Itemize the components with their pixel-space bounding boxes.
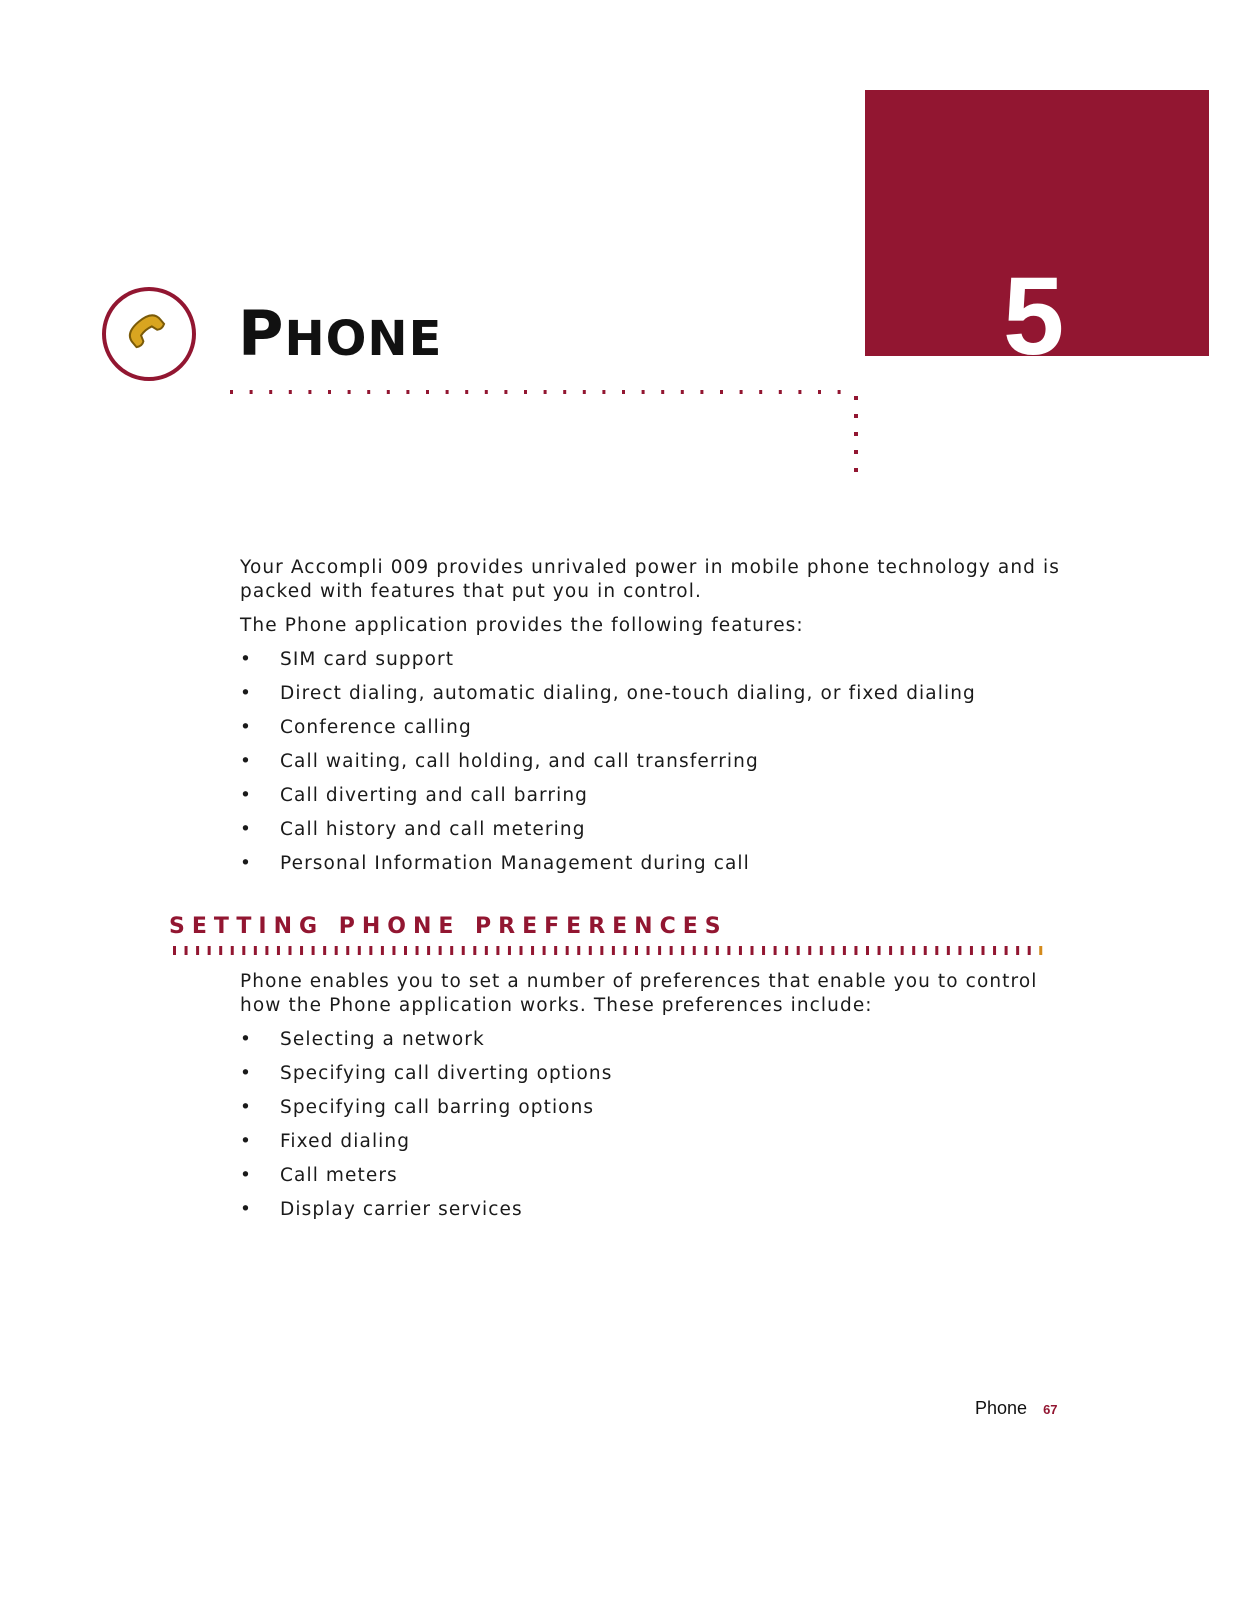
- bullet-mark: •: [240, 1063, 253, 1084]
- list-item-text: Call diverting and call barring: [280, 785, 589, 806]
- rule-tick: [485, 946, 488, 955]
- rule-tick: [820, 946, 823, 955]
- rule-tick: [277, 946, 280, 955]
- rule-dot: [720, 390, 723, 394]
- list-item: [240, 682, 1070, 716]
- bullet-mark: •: [240, 649, 253, 670]
- list-item: [240, 1164, 1070, 1198]
- bullet-mark: •: [240, 1199, 253, 1220]
- rule-dot: [524, 390, 527, 394]
- rule-dot: [367, 390, 370, 394]
- rule-tick: [739, 946, 742, 955]
- rule-tick: [623, 946, 626, 955]
- rule-dot: [250, 390, 253, 394]
- rule-dot: [328, 390, 331, 394]
- rule-tick: [704, 946, 707, 955]
- rule-tick: [254, 946, 257, 955]
- rule-dot: [426, 390, 429, 394]
- rule-tick: [716, 946, 719, 955]
- rule-tick: [762, 946, 765, 955]
- features-list: [240, 648, 1070, 886]
- rule-tick: [612, 946, 615, 955]
- list-item: [240, 716, 1070, 750]
- list-item-text: Call history and call metering: [280, 819, 586, 840]
- bullet-mark: •: [240, 751, 253, 772]
- section-heading: SETTING PHONE PREFERENCES: [169, 914, 728, 939]
- rule-dot: [348, 390, 351, 394]
- rule-tick: [751, 946, 754, 955]
- rule-dot: [854, 450, 858, 454]
- rule-dot: [740, 390, 743, 394]
- bullet-mark: •: [240, 1097, 253, 1118]
- rule-tick: [335, 946, 338, 955]
- bullet-mark: •: [240, 1165, 253, 1186]
- rule-tick: [935, 946, 938, 955]
- list-item: [240, 852, 1070, 886]
- rule-dot: [504, 390, 507, 394]
- bullet-mark: •: [240, 853, 253, 874]
- rule-tick: [312, 946, 315, 955]
- rule-tick: [808, 946, 811, 955]
- list-item-text: Direct dialing, automatic dialing, one-touch dialing, or fixed dialing: [280, 683, 976, 704]
- rule-tick: [358, 946, 361, 955]
- rule-tick: [912, 946, 915, 955]
- bullet-mark: •: [240, 785, 253, 806]
- rule-tick: [439, 946, 442, 955]
- phone-handset-icon: [101, 286, 201, 386]
- list-item: [240, 818, 1070, 852]
- rule-tick: [554, 946, 557, 955]
- rule-tick: [693, 946, 696, 955]
- rule-tick: [589, 946, 592, 955]
- rule-tick: [427, 946, 430, 955]
- rule-dot: [406, 390, 409, 394]
- list-item-text: Specifying call barring options: [280, 1097, 595, 1118]
- rule-dot: [485, 390, 488, 394]
- rule-dot: [269, 390, 272, 394]
- rule-tick: [300, 946, 303, 955]
- rule-dot: [563, 390, 566, 394]
- list-item-text: Call waiting, call holding, and call transferring: [280, 751, 759, 772]
- rule-tick: [566, 946, 569, 955]
- rule-tick: [404, 946, 407, 955]
- rule-dot: [798, 390, 801, 394]
- rule-tick: [774, 946, 777, 955]
- rule-dot: [818, 390, 821, 394]
- bullet-mark: •: [240, 1131, 253, 1152]
- rule-tick: [947, 946, 950, 955]
- rule-tick: [854, 946, 857, 955]
- list-item: [240, 648, 1070, 682]
- list-item-text: Call meters: [280, 1165, 398, 1186]
- rule-tick: [982, 946, 985, 955]
- rule-dot: [602, 390, 605, 394]
- rule-dot: [230, 390, 233, 394]
- rule-tick: [831, 946, 834, 955]
- rule-tick: [658, 946, 661, 955]
- rule-tick: [727, 946, 730, 955]
- list-item: [240, 784, 1070, 818]
- footer-label: Phone: [975, 1398, 1028, 1418]
- page-number: 67: [1043, 1402, 1058, 1417]
- list-item: [240, 1130, 1070, 1164]
- rule-tick: [520, 946, 523, 955]
- rule-tick: [543, 946, 546, 955]
- rule-tick: [231, 946, 234, 955]
- rule-dot: [661, 390, 664, 394]
- rule-dot: [854, 432, 858, 436]
- rule-tick: [901, 946, 904, 955]
- rule-tick: [866, 946, 869, 955]
- list-item-text: Selecting a network: [280, 1029, 485, 1050]
- rule-tick: [185, 946, 188, 955]
- list-item-text: Personal Information Management during call: [280, 853, 750, 874]
- intro-section: [240, 556, 1070, 886]
- rule-tick: [208, 946, 211, 955]
- rule-tick: [970, 946, 973, 955]
- bullet-mark: •: [240, 819, 253, 840]
- bullet-mark: •: [240, 1029, 253, 1050]
- rule-tick: [496, 946, 499, 955]
- rule-dot: [289, 390, 292, 394]
- rule-tick: [958, 946, 961, 955]
- preferences-list: [240, 1028, 1070, 1232]
- rule-tick: [531, 946, 534, 955]
- rule-tick: [219, 946, 222, 955]
- preferences-section: [240, 970, 1070, 1232]
- rule-tick: [173, 946, 176, 955]
- rule-dot: [446, 390, 449, 394]
- rule-tick: [462, 946, 465, 955]
- list-item: [240, 1028, 1070, 1062]
- list-item: [240, 750, 1070, 784]
- rule-tick: [797, 946, 800, 955]
- rule-dot: [544, 390, 547, 394]
- rule-tick: [473, 946, 476, 955]
- list-item: [240, 1062, 1070, 1096]
- rule-tick: [289, 946, 292, 955]
- section-tick-rule: [173, 946, 1053, 956]
- rule-dot: [642, 390, 645, 394]
- preferences-paragraph: Phone enables you to set a number of preferences that enable you to control how the Phone application works. These preferences include:: [240, 971, 1038, 1016]
- rule-dot: [700, 390, 703, 394]
- rule-dot: [308, 390, 311, 394]
- dotted-rule-horizontal: [230, 389, 860, 397]
- rule-dot: [759, 390, 762, 394]
- rule-tick: [1005, 946, 1008, 955]
- rule-dot: [838, 390, 841, 394]
- rule-tick: [993, 946, 996, 955]
- rule-tick: [323, 946, 326, 955]
- chapter-title: [238, 297, 443, 370]
- list-item: [240, 1096, 1070, 1130]
- rule-tick: [242, 946, 245, 955]
- rule-tick: [924, 946, 927, 955]
- rule-tick: [889, 946, 892, 955]
- rule-dot: [622, 390, 625, 394]
- list-item-text: Fixed dialing: [280, 1131, 411, 1152]
- rule-dot: [854, 468, 858, 472]
- rule-tick: [508, 946, 511, 955]
- chapter-number: 5: [1003, 255, 1065, 378]
- dotted-rule-vertical: [852, 396, 860, 478]
- rule-tick: [450, 946, 453, 955]
- rule-tick: [369, 946, 372, 955]
- rule-tick: [843, 946, 846, 955]
- list-item-text: Conference calling: [280, 717, 472, 738]
- list-item: [240, 1198, 1070, 1232]
- rule-tick: [1028, 946, 1031, 955]
- rule-tick: [577, 946, 580, 955]
- bullet-mark: •: [240, 683, 253, 704]
- rule-tick: [647, 946, 650, 955]
- rule-dot: [387, 390, 390, 394]
- chapter-title-initial: P: [238, 297, 285, 370]
- features-lead: The Phone application provides the following features:: [240, 615, 804, 636]
- rule-tick: [1039, 946, 1042, 955]
- list-item-text: Specifying call diverting options: [280, 1063, 613, 1084]
- rule-tick: [878, 946, 881, 955]
- bullet-mark: •: [240, 717, 253, 738]
- rule-dot: [681, 390, 684, 394]
- rule-tick: [1016, 946, 1019, 955]
- rule-dot: [465, 390, 468, 394]
- rule-tick: [265, 946, 268, 955]
- rule-tick: [346, 946, 349, 955]
- intro-paragraph: Your Accompli 009 provides unrivaled power in mobile phone technology and is packed with features that put you in control.: [240, 557, 1060, 602]
- rule-tick: [635, 946, 638, 955]
- list-item-text: SIM card support: [280, 649, 455, 670]
- chapter-title-rest: HONE: [284, 311, 443, 367]
- rule-tick: [670, 946, 673, 955]
- page-footer: [975, 1398, 1058, 1419]
- rule-dot: [854, 414, 858, 418]
- rule-dot: [854, 396, 858, 400]
- list-item-text: Display carrier services: [280, 1199, 523, 1220]
- rule-tick: [392, 946, 395, 955]
- rule-tick: [381, 946, 384, 955]
- rule-tick: [600, 946, 603, 955]
- rule-tick: [681, 946, 684, 955]
- rule-tick: [416, 946, 419, 955]
- rule-tick: [196, 946, 199, 955]
- rule-dot: [583, 390, 586, 394]
- rule-dot: [779, 390, 782, 394]
- rule-tick: [785, 946, 788, 955]
